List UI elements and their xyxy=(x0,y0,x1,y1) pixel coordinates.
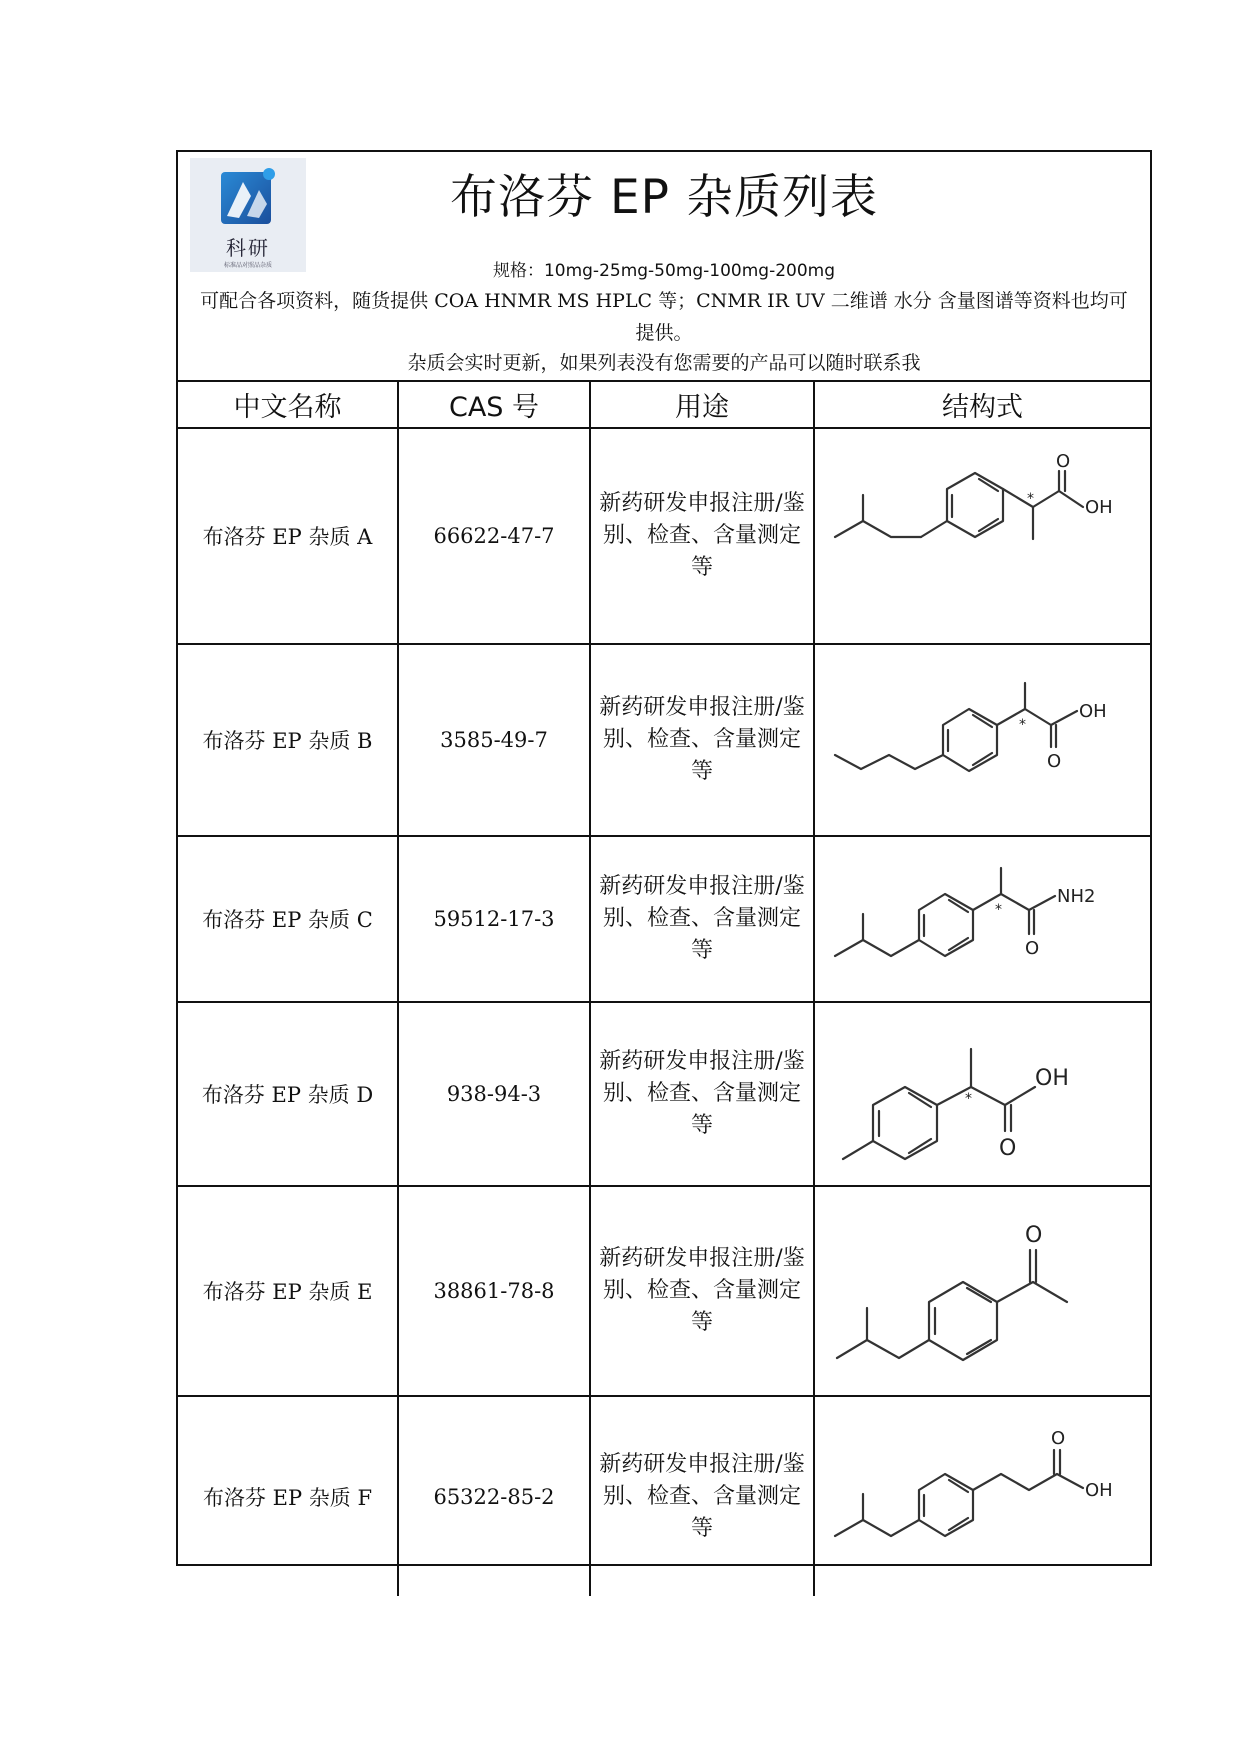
chiral-mark: * xyxy=(1026,491,1034,507)
hydroxyl-label: OH xyxy=(1034,1066,1069,1091)
impurity-name: 布洛芬 EP 杂质 B xyxy=(178,644,398,836)
chiral-mark: * xyxy=(1018,717,1026,733)
hydroxyl-label: OH xyxy=(1078,701,1107,722)
usage-text: 新药研发申报注册/鉴别、检查、含量测定等 xyxy=(590,1186,814,1396)
structure-cell xyxy=(814,1186,1150,1396)
oxygen-label: O xyxy=(998,1136,1016,1161)
impurity-name: 布洛芬 EP 杂质 E xyxy=(178,1186,398,1396)
table-row xyxy=(178,644,1150,836)
cas-number: 65322-85-2 xyxy=(398,1396,590,1596)
structure-cell xyxy=(814,836,1150,1002)
structure-diagram-impurity-c xyxy=(823,844,1143,994)
impurity-list-sheet xyxy=(176,150,1152,1566)
cas-number: 938-94-3 xyxy=(398,1002,590,1186)
table-row xyxy=(178,1186,1150,1396)
logo-text: 科研 xyxy=(226,236,270,260)
update-note: 杂质会实时更新，如果列表没有您需要的产品可以随时联系我 xyxy=(407,352,921,374)
structure-cell xyxy=(814,1002,1150,1186)
cas-number: 3585-49-7 xyxy=(398,644,590,836)
structure-diagram-impurity-d xyxy=(823,1009,1143,1179)
oxygen-label: O xyxy=(1055,451,1070,472)
usage-text: 新药研发申报注册/鉴别、检查、含量测定等 xyxy=(590,1396,814,1596)
spec-line: 规格：10mg-25mg-50mg-100mg-200mg xyxy=(492,261,836,281)
usage-text: 新药研发申报注册/鉴别、检查、含量测定等 xyxy=(590,644,814,836)
usage-text: 新药研发申报注册/鉴别、检查、含量测定等 xyxy=(590,428,814,644)
structure-diagram-impurity-b xyxy=(823,655,1143,825)
sheet-header xyxy=(178,152,1150,382)
cas-number: 59512-17-3 xyxy=(398,836,590,1002)
impurity-table xyxy=(178,380,1150,1596)
structure-cell xyxy=(814,1396,1150,1596)
oxygen-label: O xyxy=(1024,1223,1042,1248)
impurity-name: 布洛芬 EP 杂质 A xyxy=(178,428,398,644)
impurity-name: 布洛芬 EP 杂质 D xyxy=(178,1002,398,1186)
table-row xyxy=(178,836,1150,1002)
page-title: 布洛芬 EP 杂质列表 xyxy=(450,170,878,225)
chiral-mark: * xyxy=(994,902,1002,918)
col-header-use: 用途 xyxy=(590,381,814,428)
col-header-name: 中文名称 xyxy=(178,381,398,428)
impurity-name: 布洛芬 EP 杂质 F xyxy=(178,1396,398,1596)
structure-diagram-impurity-e xyxy=(823,1196,1143,1386)
cas-number: 38861-78-8 xyxy=(398,1186,590,1396)
documents-note: 可配合各项资料，随货提供 COA HNMR MS HPLC 等；CNMR IR UV 二维谱 水分 含量图谱等资料也均可提供。 xyxy=(200,290,1128,344)
impurity-name: 布洛芬 EP 杂质 C xyxy=(178,836,398,1002)
table-row xyxy=(178,428,1150,644)
hydroxyl-label: OH xyxy=(1084,497,1113,518)
chiral-mark: * xyxy=(964,1091,972,1107)
structure-cell xyxy=(814,428,1150,644)
table-row xyxy=(178,1396,1150,1596)
usage-text: 新药研发申报注册/鉴别、检查、含量测定等 xyxy=(590,1002,814,1186)
oxygen-label: O xyxy=(1046,751,1061,772)
structure-diagram-impurity-a xyxy=(823,451,1143,621)
logo-subtext: 标准品对照品杂质 xyxy=(223,262,272,269)
table-header-row xyxy=(178,381,1150,428)
usage-text: 新药研发申报注册/鉴别、检查、含量测定等 xyxy=(590,836,814,1002)
table-row xyxy=(178,1002,1150,1186)
amine-label: NH2 xyxy=(1056,886,1095,907)
cas-number: 66622-47-7 xyxy=(398,428,590,644)
hydroxyl-label: OH xyxy=(1084,1479,1113,1501)
col-header-structure: 结构式 xyxy=(814,381,1150,428)
structure-cell xyxy=(814,644,1150,836)
oxygen-label: O xyxy=(1024,938,1039,959)
structure-diagram-impurity-f xyxy=(823,1412,1143,1582)
col-header-cas: CAS 号 xyxy=(398,381,590,428)
oxygen-label: O xyxy=(1050,1427,1065,1449)
